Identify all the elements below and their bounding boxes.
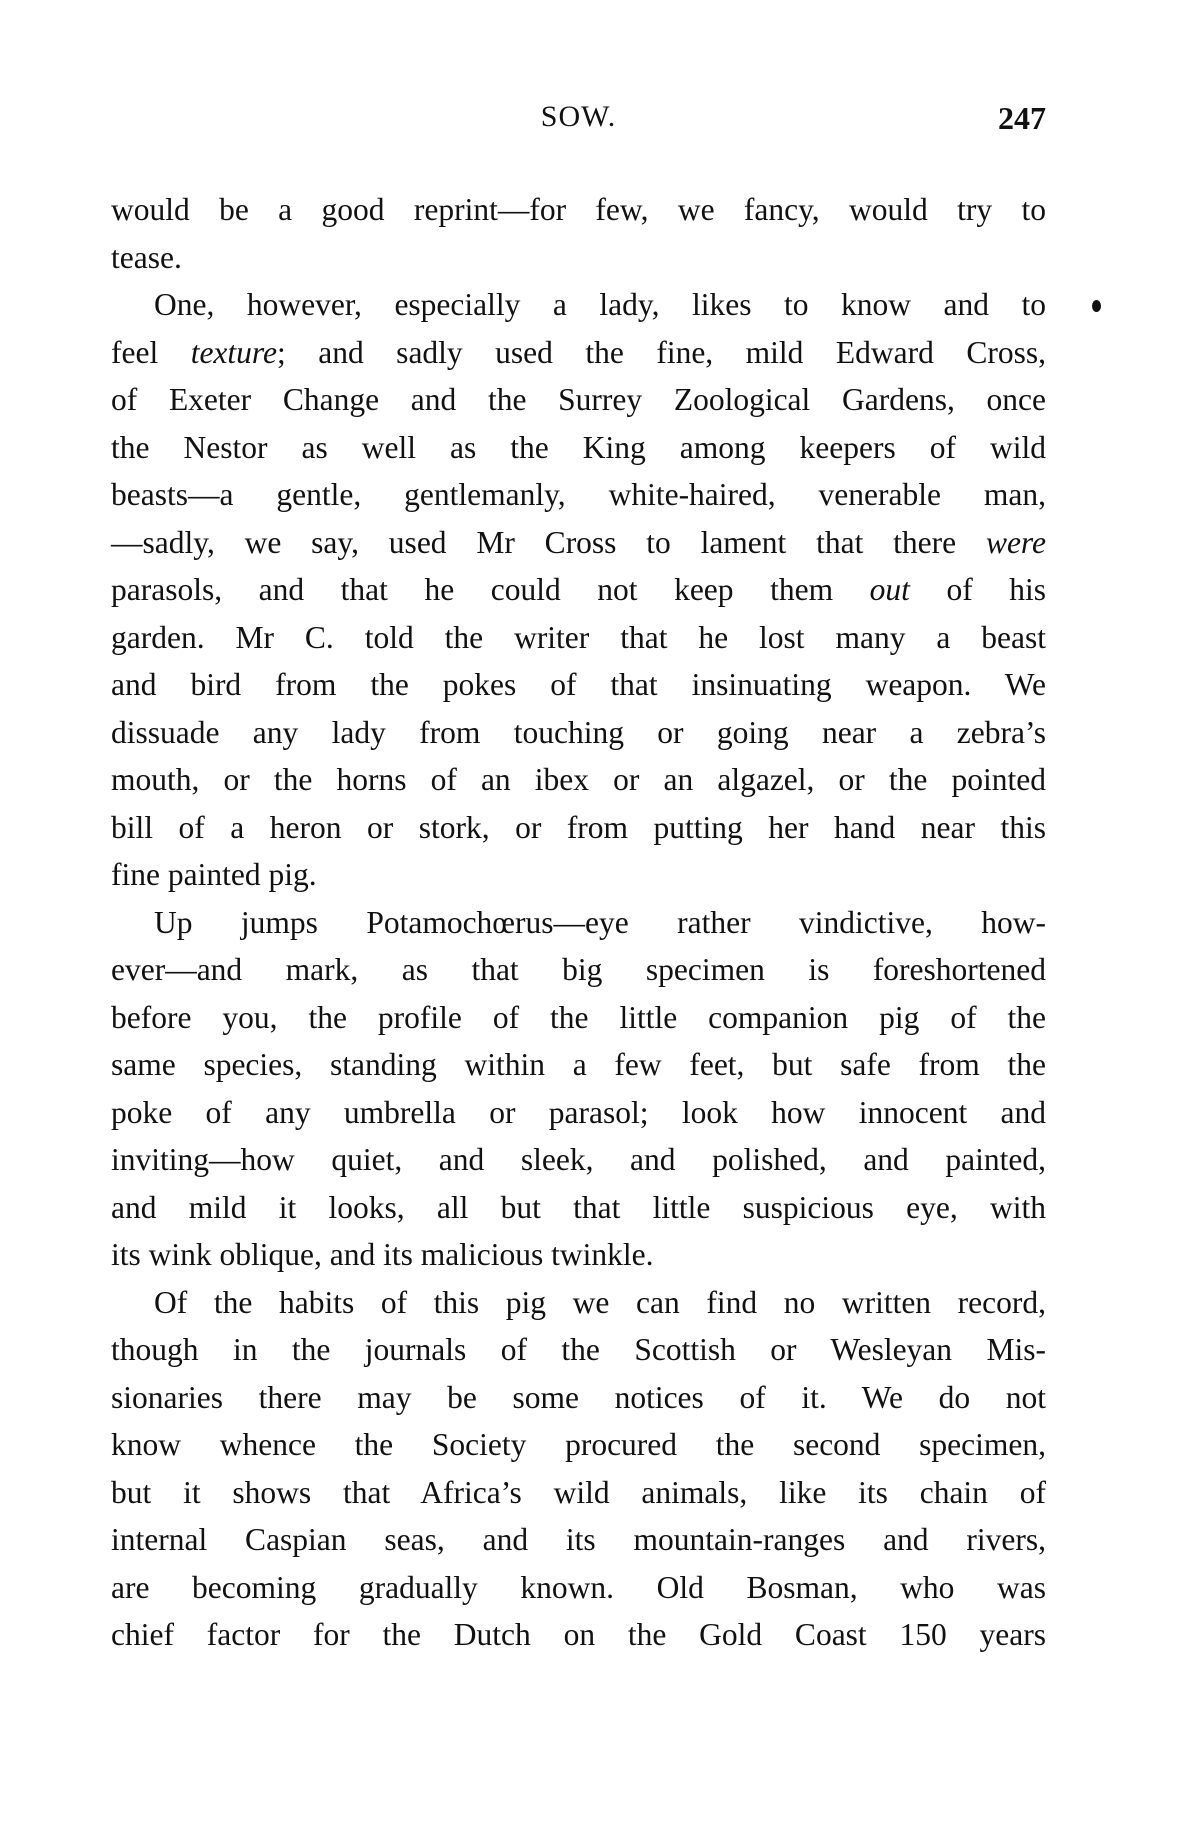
text-line bbox=[111, 1469, 1046, 1517]
text-segment: bill of a heron or stork, or from putting her hand near this bbox=[111, 809, 1046, 845]
text-segment: its wink oblique, and its malicious twinkle. bbox=[111, 1237, 654, 1272]
page-header bbox=[111, 100, 1046, 144]
italic-text: were bbox=[985, 524, 1046, 560]
text-segment: chief factor for the Dutch on the Gold Coast 150 years bbox=[111, 1617, 1046, 1652]
text-line bbox=[111, 1089, 1046, 1137]
text-segment: dissuade any lady from touching or going near a zebra’s bbox=[111, 714, 1046, 750]
text-segment: the Nestor as well as the King among keepers of wild bbox=[111, 429, 1046, 465]
running-title: SOW. bbox=[540, 100, 617, 133]
text-line bbox=[111, 471, 1046, 519]
text-line bbox=[111, 1184, 1046, 1232]
text-segment: Of the habits of this pig we can find no written record, bbox=[154, 1284, 1046, 1320]
text-segment: ever—and mark, as that big specimen is foreshortened bbox=[111, 952, 1046, 987]
text-segment: sionaries there may be some notices of it. We do not bbox=[111, 1379, 1046, 1415]
text-segment: are becoming gradually known. Old Bosman, who was bbox=[111, 1569, 1046, 1605]
text-segment: One, however, especially a lady, likes to know and to bbox=[154, 287, 1046, 322]
text-line bbox=[111, 614, 1046, 662]
text-segment: Up jumps Potamochœrus—eye rather vindictive, how- bbox=[154, 904, 1046, 940]
text-segment: garden. Mr C. told the writer that he lost many a beast bbox=[111, 619, 1046, 655]
text-segment: tease. bbox=[111, 239, 182, 275]
text-segment: and bird from the pokes of that insinuating weapon. We bbox=[111, 667, 1046, 702]
text-line bbox=[111, 329, 1046, 377]
text-segment: before you, the profile of the little companion pig of the bbox=[111, 999, 1046, 1035]
text-segment: and mild it looks, all but that little suspicious eye, with bbox=[111, 1189, 1046, 1225]
text-line bbox=[111, 946, 1046, 994]
text-line bbox=[111, 234, 1046, 282]
text-line bbox=[111, 1421, 1046, 1469]
text-segment: but it shows that Africa’s wild animals, like its chain of bbox=[111, 1474, 1046, 1510]
text-line bbox=[111, 186, 1046, 234]
text-line bbox=[111, 566, 1046, 614]
text-segment: would be a good reprint—for few, we fancy, would try to bbox=[111, 192, 1046, 227]
text-segment: fine painted pig. bbox=[111, 857, 317, 892]
page-number: 247 bbox=[998, 100, 1046, 136]
text-line bbox=[111, 281, 1046, 329]
text-line bbox=[111, 661, 1046, 709]
text-line bbox=[111, 756, 1046, 804]
text-segment: feel bbox=[111, 334, 191, 370]
text-line bbox=[111, 1516, 1046, 1564]
text-line bbox=[111, 1279, 1046, 1327]
text-line bbox=[111, 994, 1046, 1042]
margin-ink-dot bbox=[1092, 300, 1101, 312]
text-segment: of his bbox=[909, 572, 1046, 607]
text-segment: beasts—a gentle, gentlemanly, white-haired, venerable man, bbox=[111, 477, 1046, 512]
text-segment: same species, standing within a few feet, but safe from the bbox=[111, 1047, 1046, 1082]
text-line bbox=[111, 1136, 1046, 1184]
text-segment: of Exeter Change and the Surrey Zoological Gardens, once bbox=[111, 382, 1046, 417]
text-line bbox=[111, 1564, 1046, 1612]
text-segment: ; and sadly used the fine, mild Edward Cross, bbox=[276, 334, 1046, 370]
text-segment: know whence the Society procured the second specimen, bbox=[111, 1427, 1046, 1462]
text-line bbox=[111, 1326, 1046, 1374]
italic-text: out bbox=[869, 572, 910, 607]
text-line bbox=[111, 1041, 1046, 1089]
text-line bbox=[111, 709, 1046, 757]
text-segment: poke of any umbrella or parasol; look how innocent and bbox=[111, 1094, 1046, 1130]
text-segment: —sadly, we say, used Mr Cross to lament that there bbox=[111, 524, 986, 560]
text-line bbox=[111, 376, 1046, 424]
text-line bbox=[111, 899, 1046, 947]
body-text bbox=[111, 186, 1046, 1659]
text-segment: mouth, or the horns of an ibex or an algazel, or the pointed bbox=[111, 762, 1046, 797]
text-segment: inviting—how quiet, and sleek, and polished, and painted, bbox=[111, 1142, 1046, 1177]
text-line bbox=[111, 851, 1046, 899]
text-line bbox=[111, 1374, 1046, 1422]
text-line bbox=[111, 804, 1046, 852]
text-line bbox=[111, 1231, 1046, 1279]
text-segment: parasols, and that he could not keep them bbox=[111, 572, 870, 607]
text-line bbox=[111, 519, 1046, 567]
text-line bbox=[111, 424, 1046, 472]
text-segment: internal Caspian seas, and its mountain-ranges and rivers, bbox=[111, 1522, 1046, 1557]
text-line bbox=[111, 1611, 1046, 1659]
italic-text: texture bbox=[190, 334, 277, 370]
text-segment: though in the journals of the Scottish or Wesleyan Mis- bbox=[111, 1332, 1046, 1367]
